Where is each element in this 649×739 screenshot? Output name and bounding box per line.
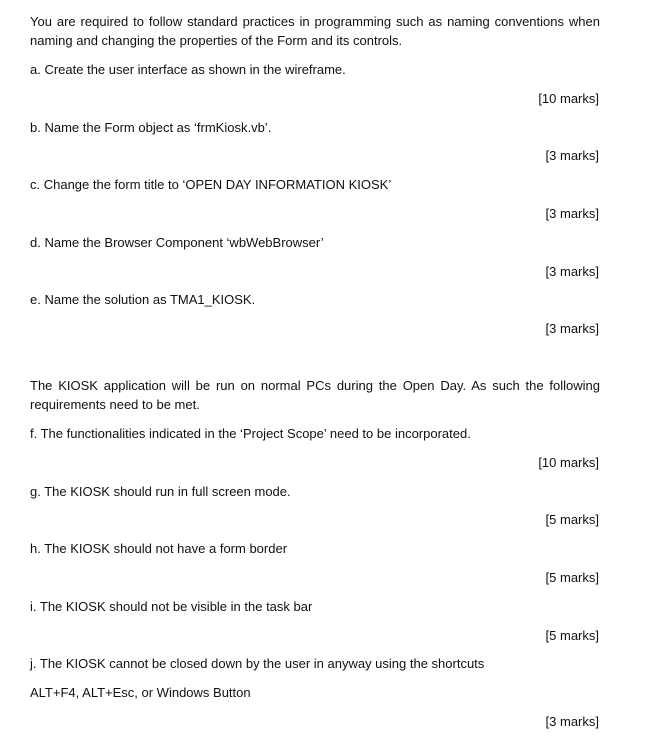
item-j-marks: [3 marks] xyxy=(545,714,599,729)
item-c-marks: [3 marks] xyxy=(545,206,599,221)
item-j-text-line2: ALT+F4, ALT+Esc, or Windows Button xyxy=(30,685,251,700)
requirements-intro-paragraph: The KIOSK application will be run on normal PCs during the Open Day. As such the following requirements need to be met. xyxy=(30,378,600,412)
intro-paragraph: You are required to follow standard practices in programming such as naming conventions when naming and changing the properties of the Form and its controls. xyxy=(30,14,600,48)
item-i-text: i. The KIOSK should not be visible in the task bar xyxy=(30,599,313,614)
item-e-marks: [3 marks] xyxy=(545,321,599,336)
item-a-text: a. Create the user interface as shown in the wireframe. xyxy=(30,62,346,77)
item-b-marks: [3 marks] xyxy=(545,148,599,163)
item-i-marks: [5 marks] xyxy=(545,628,599,643)
item-c-text: c. Change the form title to ‘OPEN DAY INFORMATION KIOSK’ xyxy=(30,177,392,192)
item-a-marks: [10 marks] xyxy=(538,91,599,106)
item-g-marks: [5 marks] xyxy=(545,512,599,527)
item-f-marks: [10 marks] xyxy=(538,455,599,470)
item-e-text: e. Name the solution as TMA1_KIOSK. xyxy=(30,292,256,307)
item-j-text-line1: j. The KIOSK cannot be closed down by the user in anyway using the shortcuts xyxy=(30,656,485,671)
item-b-text: b. Name the Form object as ‘frmKiosk.vb’. xyxy=(30,120,272,135)
item-g-text: g. The KIOSK should run in full screen mode. xyxy=(30,484,291,499)
item-h-text: h. The KIOSK should not have a form border xyxy=(30,541,288,556)
item-d-marks: [3 marks] xyxy=(545,264,599,279)
item-d-text: d. Name the Browser Component ‘wbWebBrowser’ xyxy=(30,235,324,250)
item-h-marks: [5 marks] xyxy=(545,570,599,585)
item-f-text: f. The functionalities indicated in the ‘Project Scope’ need to be incorporated. xyxy=(30,426,471,441)
